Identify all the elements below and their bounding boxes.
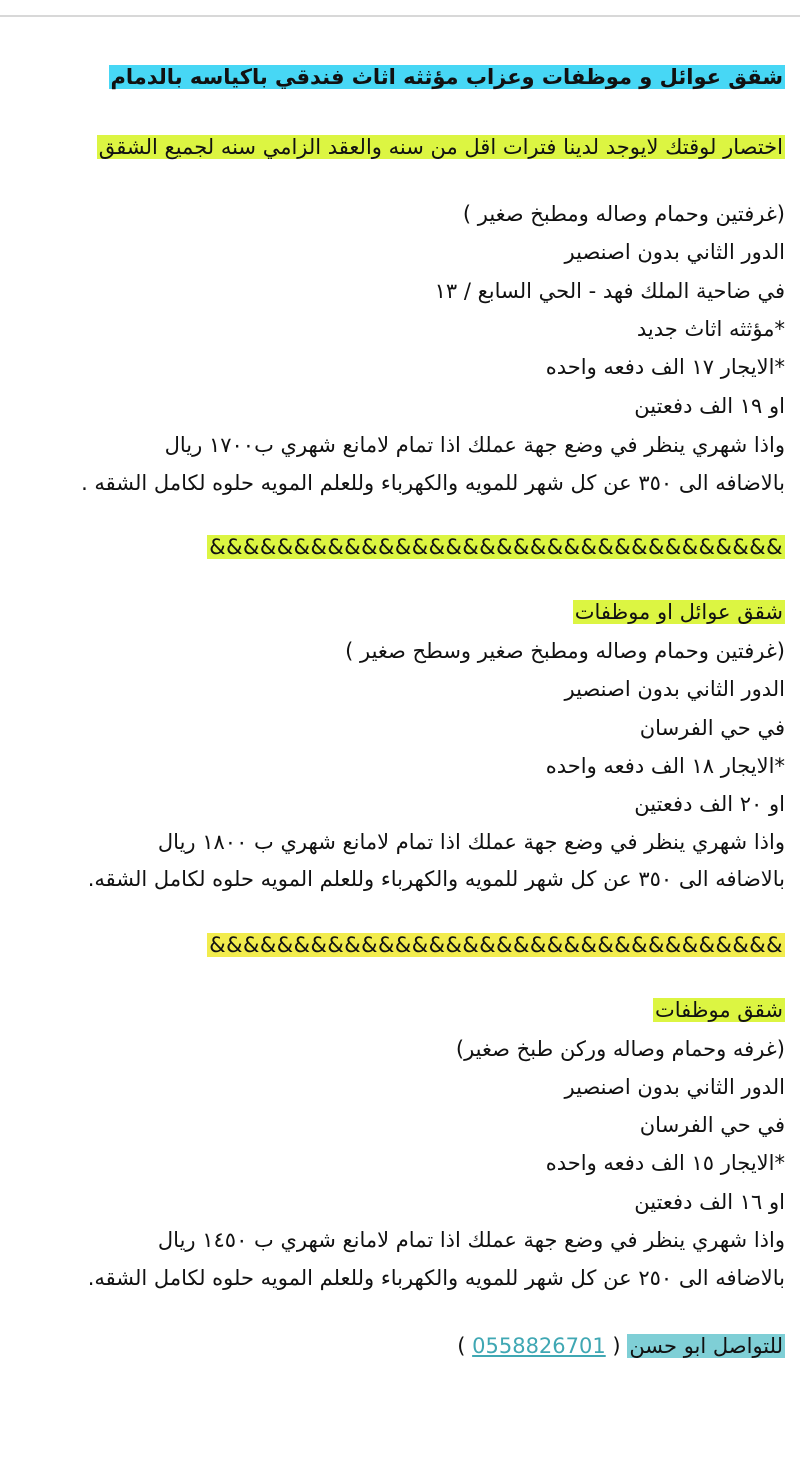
contact-line — [457, 1329, 785, 1365]
s2-line: في حي الفرسان — [639, 716, 785, 740]
s2-line: واذا شهري ينظر في وضع جهة عملك اذا تمام لامانع شهري ب ١٨٠٠ ريال — [157, 830, 785, 854]
separator-line — [207, 530, 785, 566]
s1-line: (غرفتين وحمام وصاله ومطبخ صغير ) — [462, 202, 785, 226]
s3-line: في حي الفرسان — [639, 1113, 785, 1137]
s2-line: (غرفتين وحمام وصاله ومطبخ صغير وسطح صغير ) — [345, 639, 785, 663]
contact-label: للتواصل ابو حسن — [629, 1334, 783, 1358]
section-heading: شقق عوائل او موظفات — [574, 600, 783, 624]
s3-line: او ١٦ الف دفعتين — [634, 1190, 785, 1214]
s2-line: *الايجار ١٨ الف دفعه واحده — [545, 754, 785, 778]
s3-line: الدور الثاني بدون اصنصير — [564, 1075, 785, 1099]
s2-line: بالاضافه الى ٣٥٠ عن كل شهر للمويه والكهرباء وللعلم المويه حلوه لكامل الشقه. — [87, 867, 785, 891]
s1-line: *مؤثثه اثاث جديد — [636, 317, 785, 341]
separator: &&&&&&&&&&&&&&&&&&&&&&&&&&&&&&&&&& — [209, 933, 783, 957]
paren-open: ( — [612, 1334, 621, 1358]
page-title: شقق عوائل و موظفات وعزاب مؤثثه اثاث فندقي باكياسه بالدمام — [110, 65, 783, 89]
top-divider — [0, 15, 800, 17]
s1-line: واذا شهري ينظر في وضع جهة عملك اذا تمام لامانع شهري ب١٧٠٠ ريال — [164, 433, 785, 457]
s3-line: واذا شهري ينظر في وضع جهة عملك اذا تمام لامانع شهري ب ١٤٥٠ ريال — [157, 1228, 785, 1252]
title-line — [109, 60, 785, 96]
s1-line: او ١٩ الف دفعتين — [634, 394, 785, 418]
s3-line: بالاضافه الى ٢٥٠ عن كل شهر للمويه والكهرباء وللعلم المويه حلوه لكامل الشقه. — [87, 1266, 785, 1290]
separator: &&&&&&&&&&&&&&&&&&&&&&&&&&&&&&&&&& — [209, 535, 783, 559]
s1-line: الدور الثاني بدون اصنصير — [564, 240, 785, 264]
section-heading: شقق موظفات — [654, 998, 783, 1022]
paren-close: ) — [457, 1334, 466, 1358]
notice-line — [97, 130, 785, 166]
s1-line: بالاضافه الى ٣٥٠ عن كل شهر للمويه والكهرباء وللعلم المويه حلوه لكامل الشقه . — [81, 471, 785, 495]
separator-line — [207, 928, 785, 964]
notice: اختصار لوقتك لايوجد لدينا فترات اقل من سنه والعقد الزامي سنه لجميع الشقق — [98, 135, 783, 159]
s3-line: *الايجار ١٥ الف دفعه واحده — [545, 1151, 785, 1175]
s2-heading-line — [573, 595, 785, 631]
s3-heading-line — [653, 993, 785, 1029]
s1-line: *الايجار ١٧ الف دفعه واحده — [545, 355, 785, 379]
s2-line: او ٢٠ الف دفعتين — [634, 792, 785, 816]
s1-line: في ضاحية الملك فهد - الحي السابع / ١٣ — [434, 279, 785, 303]
s2-line: الدور الثاني بدون اصنصير — [564, 677, 785, 701]
s3-line: (غرفه وحمام وصاله وركن طبخ صغير) — [455, 1037, 785, 1061]
phone-link[interactable]: 0558826701 — [472, 1334, 606, 1358]
